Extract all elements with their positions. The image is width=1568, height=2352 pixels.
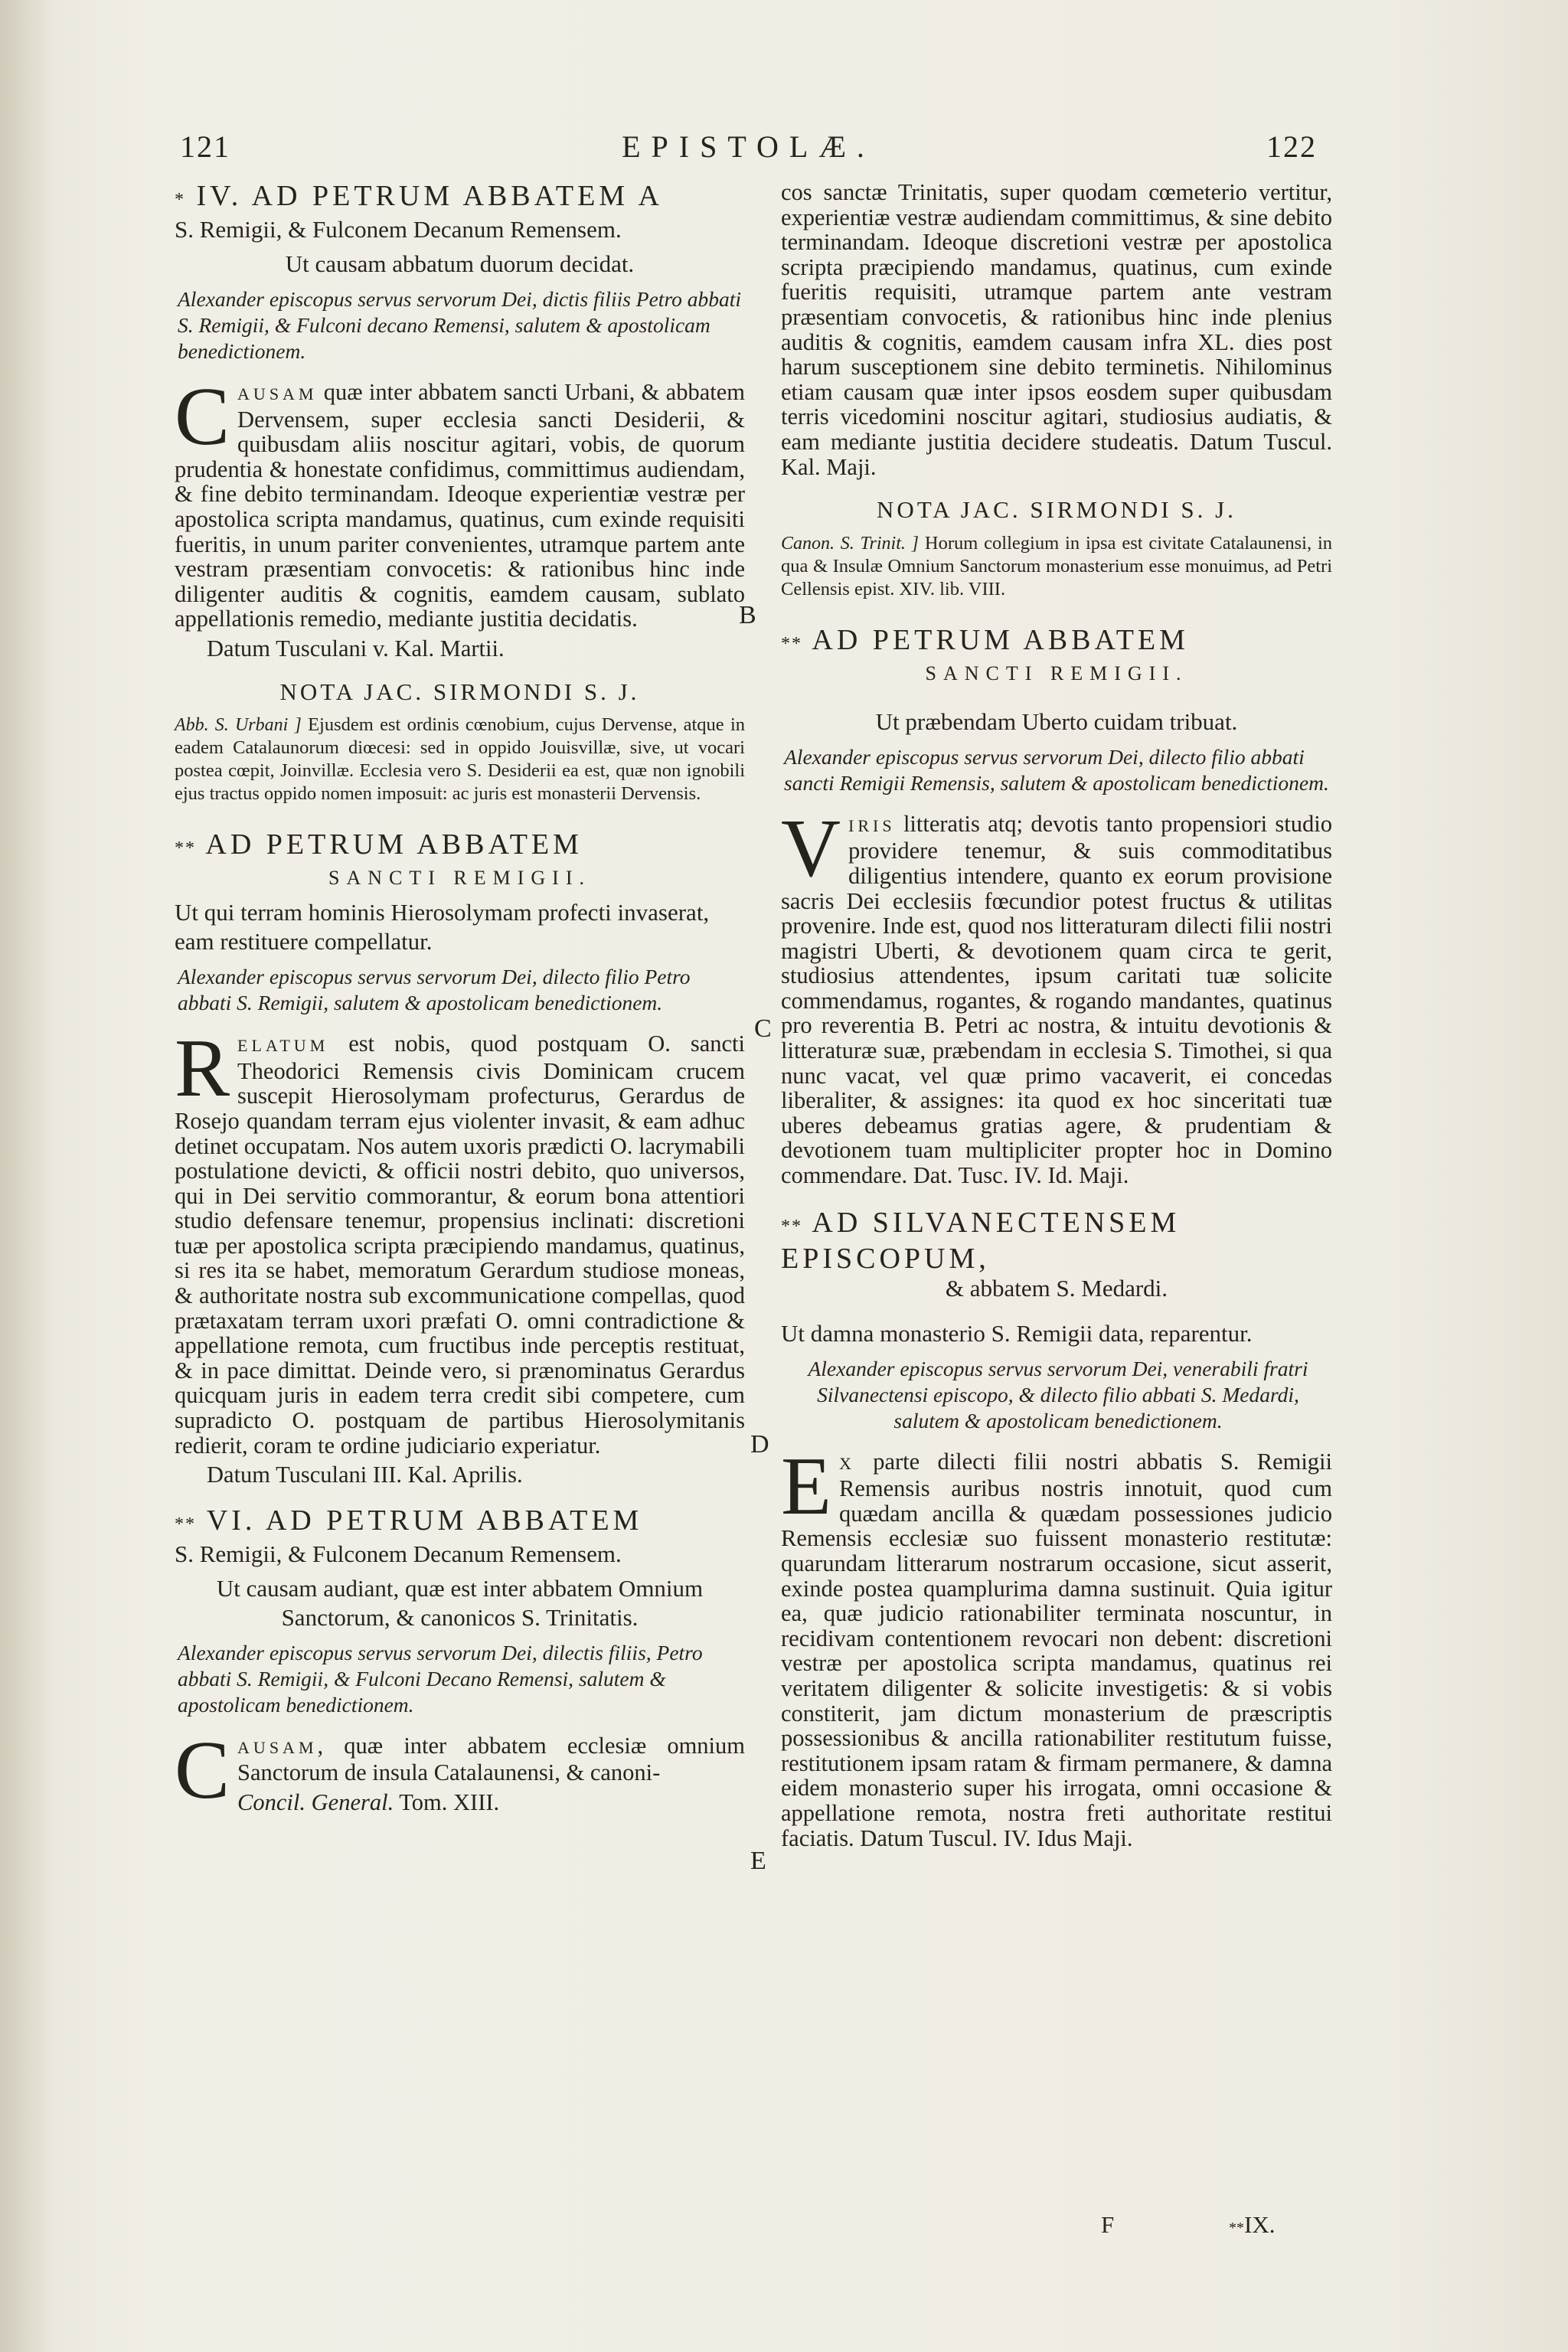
asterisk-mark: ** <box>1229 2220 1244 2236</box>
right-column <box>781 180 1332 1855</box>
letter-heading <box>175 1504 745 1540</box>
letter-address: Alexander episcopus servus servorum Dei, venerabili fratri Silvanectensi episcopo, & dilecto filio abbati S. Medardi, salutem & apostolicam benedictionem. <box>808 1356 1308 1432</box>
letter-date: Datum Tusculani v. Kal. Martii. <box>207 635 505 662</box>
asterisk-mark: ** <box>781 1216 802 1236</box>
asterisk-mark: ** <box>175 1514 196 1534</box>
asterisk-mark: ** <box>781 633 802 654</box>
heading-text: AD SILVANECTENSEM EPISCOPUM, <box>781 1206 1181 1275</box>
letter-vii <box>781 624 1332 1188</box>
note-title: NOTA JAC. SIRMONDI S. J. <box>877 496 1236 524</box>
letter-address: Alexander episcopus servus servorum Dei, dilectis filiis, Petro abbati S. Remigii, & Fulconi Decano Remensi, salutem & apostolicam benedictionem. <box>178 1640 703 1717</box>
letter-heading <box>781 1207 1332 1275</box>
margin-letter-c: C <box>754 1014 772 1043</box>
body-text: parte dilecti filii nostri abbatis S. Remigii Remensis auribus nostris innotuit, quod cum quædam ancilla & quædam possessiones judicio Remensis ecclesiæ suo fuissent monasterio restitutæ: quarundam litterarum nostrarum occasione, sicut asserit, exinde postea quamplurima damna sustinuit. Quia igitur ea, quæ judicio rationabiliter terminata noscuntur, in recidivam contentionem revocari non debent: discretioni vestræ per apostolica scripta mandamus, quatinus rei veritatem diligenter & solicite investigetis: & si vobis constiterit, jam dictum monasterium de præscriptis possessionibus & ancilla rationabiliter restitutum fuisse, restitutionem ipsam ratam & firmam permanere, & damna eidem monasterio super his irrogata, omni occasione & appellatione remota, nostra freti authoritate restitui faciatis. Datum Tuscul. IV. Idus Maji. <box>781 1448 1332 1851</box>
volume-label: Tom. XIII. <box>399 1789 500 1815</box>
running-title: EPISTOLÆ. <box>622 129 875 164</box>
letter-body <box>175 371 745 632</box>
heading-subline: SANCTI REMIGII. <box>925 662 1188 684</box>
heading-text: AD PETRUM ABBATEM <box>205 828 583 861</box>
catchword-right <box>1229 2211 1275 2239</box>
margin-letter-e: E <box>750 1847 766 1875</box>
page-header <box>180 129 1317 175</box>
sirmond-note <box>781 532 1332 601</box>
drop-cap: C <box>175 371 230 462</box>
catchword: Concil. General. <box>237 1789 394 1815</box>
heading-text: AD PETRUM ABBATEM <box>812 623 1189 656</box>
letter-heading <box>175 828 745 864</box>
page-number-right: 122 <box>1266 129 1317 164</box>
lead-word: AUSAM <box>237 1737 318 1757</box>
letter-vi-continued <box>781 180 1332 601</box>
note-text: Ejusdem est ordinis cœnobium, cujus Dervense, atque in eadem Catalaunorum diœcesi: sed in oppido Jouisvillæ, sive, ut vocari postea cœpit, Joinvillæ. Ecclesia vero S. Desiderii ea est, quæ non ignobili ejus tractus oppido nomen imposuit: ac juris est monasterii Dervensis. <box>175 714 746 805</box>
margin-letter-d: D <box>750 1430 769 1459</box>
lead-word: IRIS <box>848 815 896 835</box>
note-title: NOTA JAC. SIRMONDI S. J. <box>279 678 640 705</box>
sirmond-note <box>175 714 745 805</box>
body-text: litteratis atq; devotis tanto propensiori studio providere tenemur, & suis commoditatibus diligentius intendere, quanto ex eorum provisione sacris Dei ecclesiis fœcundior potest fructus & utilitas provenire. Inde est, quod nos litteraturam dilecti filii nostri magistri Uberti, & devotionem quam circa te gerit, studiosius attendentes, ipsum caritati tuæ solicite commendamus, rogantes, & rogando mandantes, quatinus pro reverentia B. Petri ac nostra, & intuitu devotionis & litteraturæ suæ, præbendam in ecclesia S. Timothei, si qua nunc vacat, vel quæ primo vacaverit, ei concedas liberaliter, & assignes: ita quod ex hoc sinceritati tuæ uberes debeamus gratias agere, & prudentiam & devotionem tuam multipliciter propter hoc in Domino commendare. Dat. Tusc. IV. Id. Maji. <box>781 810 1333 1189</box>
letter-body: cos sanctæ Trinitatis, super quodam cœmeterio vertitur, experientiæ vestræ audiendam committimus, & sine debito terminandam. Ideoque discretioni vestræ per apostolica scripta præcipiendo mandamus, quatinus, cum exinde fueritis requisiti, utramque partem ante vestram præsentiam convocetis, & rationibus hinc inde plenius auditis & cognitis, eamdem causam infra XL. dies post harum susceptionem sine debito terminetis. Nihilominus etiam causam quæ inter ipsos eosdem super quibusdam terris vicedomini noscitur agitari, studiosius audiatis, & eam mediante justitia decidere studeatis. Datum Tuscul. Kal. Maji. <box>781 179 1332 480</box>
letter-summary: Ut causam audiant, quæ est inter abbatem Omnium Sanctorum, & canonicos S. Trinitatis. <box>216 1574 704 1631</box>
left-column <box>175 180 745 1815</box>
margin-letter-b: B <box>739 601 756 629</box>
letter-iv <box>175 180 745 805</box>
letter-v <box>175 828 745 1488</box>
heading-subline: S. Remigii, & Fulconem Decanum Remensem. <box>175 216 622 243</box>
letter-heading <box>175 180 745 216</box>
letter-summary: Ut qui terram hominis Hierosolymam profecti invaserat, eam restituere compellatur. <box>175 899 710 956</box>
page-number-left: 121 <box>180 129 230 164</box>
drop-cap: C <box>175 1724 230 1816</box>
body-text: quæ inter abbatem sancti Urbani, & abbatem Dervensem, super ecclesia sancti Desiderii, & quibusdam aliis noscitur agitari, vobis, de quorum prudentia & honestate confidimus, committimus audiendam, & fine debito terminandam. Ideoque experientiæ vestræ per apostolica scripta mandamus, quatinus, cum exinde requisiti fueritis, in unum pariter convenientes, utramque partem ante vestram præsentiam convocetis: & rationibus hinc inde diligenter auditis & cognitis, eamdem causam, sublato appellationis remedio, mediante justitia decidatis. <box>175 379 745 632</box>
drop-cap: E <box>781 1440 831 1532</box>
heading-subline: S. Remigii, & Fulconem Decanum Remensem. <box>175 1540 622 1567</box>
letter-body <box>781 802 1333 1189</box>
heading-text: VI. AD PETRUM ABBATEM <box>206 1504 643 1537</box>
heading-text: IV. AD PETRUM ABBATEM A <box>196 180 663 212</box>
letter-address: Alexander episcopus servus servorum Dei, dilecto filio abbati sancti Remigii Remensis, salutem & apostolicam benedictionem. <box>784 744 1329 795</box>
asterisk-mark: ** <box>175 838 196 859</box>
drop-cap: V <box>781 802 841 894</box>
signature-mark: F <box>1101 2211 1115 2238</box>
heading-subline: SANCTI REMIGII. <box>328 867 591 890</box>
letter-body <box>175 1023 746 1459</box>
lead-word: ELATUM <box>237 1036 329 1056</box>
letter-address: Alexander episcopus servus servorum Dei, dictis filiis Petro abbati S. Remigii, & Fulconi decano Remensi, salutem & apostolicam benedictionem. <box>178 287 742 363</box>
letter-date: Datum Tusculani III. Kal. Aprilis. <box>207 1462 523 1488</box>
lead-word: AUSAM <box>237 384 318 403</box>
letter-summary: Ut causam abbatum duorum decidat. <box>285 250 635 277</box>
letter-summary: Ut præbendam Uberto cuidam tribuat. <box>875 707 1238 735</box>
note-reference: Abb. S. Urbani ] <box>175 715 302 736</box>
drop-cap: R <box>175 1023 230 1115</box>
letter-address: Alexander episcopus servus servorum Dei, dilecto filio Petro abbati S. Remigii, salutem & apostolicam benedictionem. <box>178 965 691 1015</box>
note-reference: Canon. S. Trinit. ] <box>781 533 919 554</box>
asterisk-mark: * <box>175 190 185 210</box>
body-text: , quæ inter abbatem ecclesiæ omnium Sanctorum de insula Catalaunensi, & canoni- <box>237 1732 745 1786</box>
letter-viii <box>781 1207 1332 1851</box>
lead-word: X <box>838 1453 855 1473</box>
letter-body <box>781 1440 1332 1851</box>
heading-subline: & abbatem S. Medardi. <box>945 1274 1168 1302</box>
letter-heading <box>781 624 1332 660</box>
page-footer-left <box>175 1790 745 1815</box>
note-text: Horum collegium in ipsa est civitate Catalaunensi, in qua & Insulæ Omnium Sanctorum monasterium esse monuimus, ad Petri Cellensis epist. XIV. lib. VIII. <box>781 532 1333 599</box>
letter-summary: Ut damna monasterio S. Remigii data, reparentur. <box>781 1319 1253 1347</box>
letter-vi <box>175 1504 745 1815</box>
catchword-text: IX. <box>1244 2211 1276 2238</box>
body-text: est nobis, quod postquam O. sancti Theodorici Remensis civis Dominicam crucem suscepit Hierosolymam profecturus, Gerardus de Rosejo quandam terram ejus violenter invasit, & eam adhuc detinet occupatam. Nos autem uxoris prædicti O. lacrymabili postulatione devicti, & officii nostri debito, quo universos, qui in Dei servitio commorantur, & eorum bona attentiori studio defensare tenemur, propensius inclinati: discretioni tuæ per apostolica scripta præcipiendo mandamus, quatinus, si res ita se habet, memoratum Gerardum studiose moneas, & authoritate nostra sub excommunicatione compellas, quod prætaxatam terram uxori præfati O. omni contradictione & appellatione remota, cum fructibus inde perceptis restituat, & in pace dimittat. Deinde vero, si prænominatus Gerardus quicquam juris in eadem terra credit sibi competere, cum supradicto O. postquam de partibus Hierosolymitanis redierit, coram te ordine judiciario experiatur. <box>175 1031 746 1459</box>
